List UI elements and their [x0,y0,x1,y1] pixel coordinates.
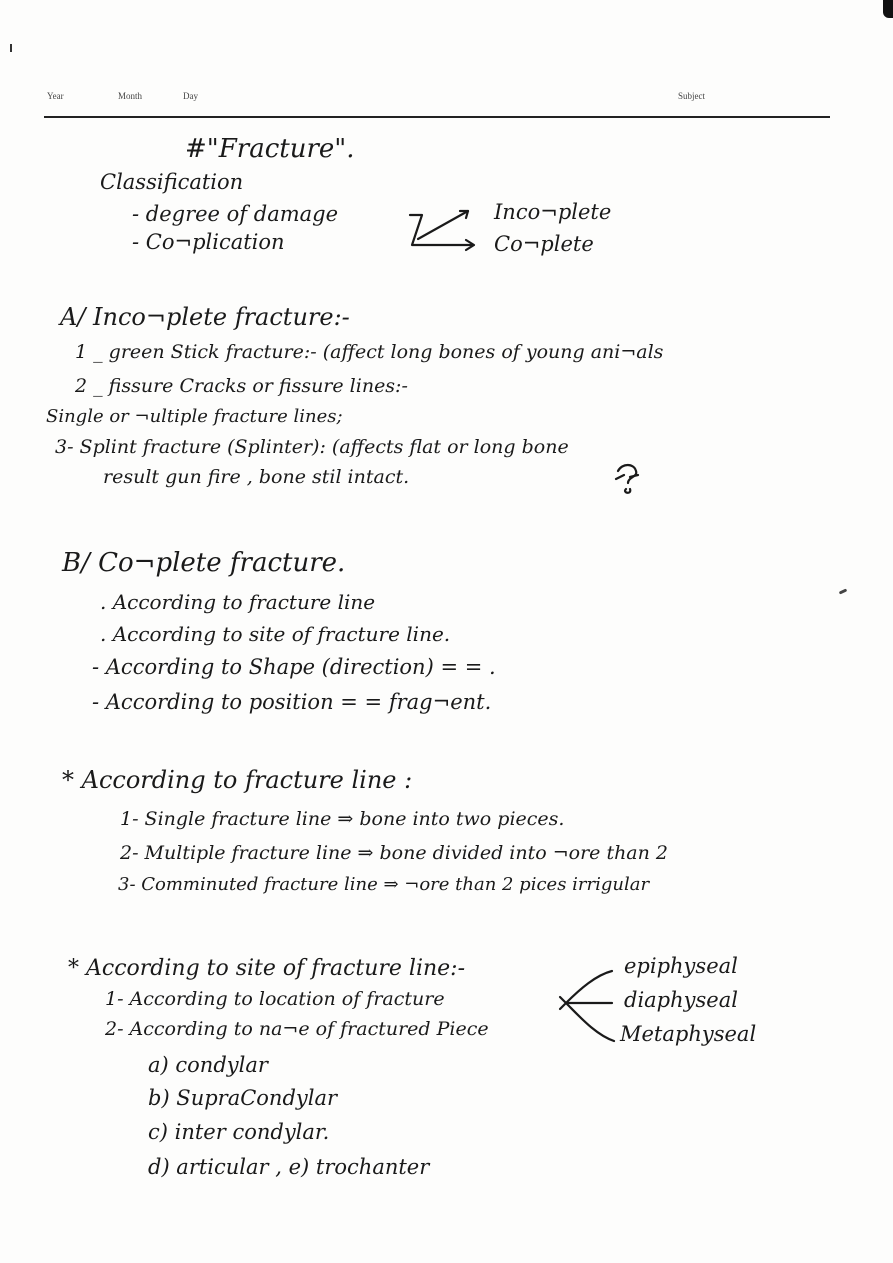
year-label: Year [47,91,64,101]
section-a-line-fissure: 2 _ fissure Cracks or fissure lines:- [75,375,408,397]
section-a-line-splint: 3- Splint fracture (Splinter): (affects flat or long bone [55,436,569,458]
section-a-line-greenstick: 1 _ green Stick fracture:- (affect long bones of young ani¬als [75,341,664,363]
month-label: Month [118,91,143,101]
fracture-line-comminuted: 3- Comminuted fracture line ⇒ ¬ore than 2 pices irrigular [118,874,650,895]
ink-speck [839,588,848,594]
fracture-line-multiple: 2- Multiple fracture line ⇒ bone divided into ¬ore than 2 [120,842,669,864]
doodle-icon [612,463,642,497]
classification-item-complication: - Co¬plication [132,230,285,254]
site-sub-condylar: a) condylar [148,1053,268,1077]
section-a-heading: A/ Inco¬plete fracture:- [60,303,350,331]
page-title: #"Fracture". [185,134,355,164]
classification-branch-incomplete: Inco¬plete [494,200,612,224]
day-label: Day [183,91,198,101]
section-b-heading: B/ Co¬plete fracture. [62,548,346,578]
site-bracket-arrows [556,965,618,1047]
site-branch-epiphyseal: epiphyseal [624,954,738,978]
site-sub-supracondylar: b) SupraCondylar [148,1086,338,1110]
margin-tick [10,44,12,52]
site-line-location: 1- According to location of fracture [105,988,445,1010]
scan-corner-mark [883,0,893,18]
section-b-line-site: . According to site of fracture line. [100,622,451,646]
classification-arrows [410,205,490,255]
section-b-line-fracture-line: . According to fracture line [100,590,376,614]
site-branch-diaphyseal: diaphyseal [624,988,738,1012]
site-line-name: 2- According to na¬e of fractured Piece [105,1018,489,1040]
site-heading: * According to site of fracture line:- [68,956,466,981]
site-branch-metaphyseal: Metaphyseal [620,1022,757,1046]
site-sub-intercondylar: c) inter condylar. [148,1120,330,1144]
classification-heading: Classification [100,170,244,194]
header-rule [44,116,830,118]
classification-branch-complete: Co¬plete [494,232,594,256]
subject-label: Subject [678,91,705,101]
section-b-line-position: - According to position = = frag¬ent. [92,690,492,714]
site-sub-articular-trochanter: d) articular , e) trochanter [148,1155,430,1179]
section-a-line-multiple: Single or ¬ultiple fracture lines; [46,406,343,427]
fracture-line-heading: * According to fracture line : [62,766,413,794]
section-b-line-shape: - According to Shape (direction) = = . [92,655,496,679]
fracture-line-single: 1- Single fracture line ⇒ bone into two pieces. [120,808,565,830]
section-a-line-gunfire: result gun fire , bone stil intact. [103,466,410,488]
classification-item-degree: - degree of damage [132,202,339,226]
